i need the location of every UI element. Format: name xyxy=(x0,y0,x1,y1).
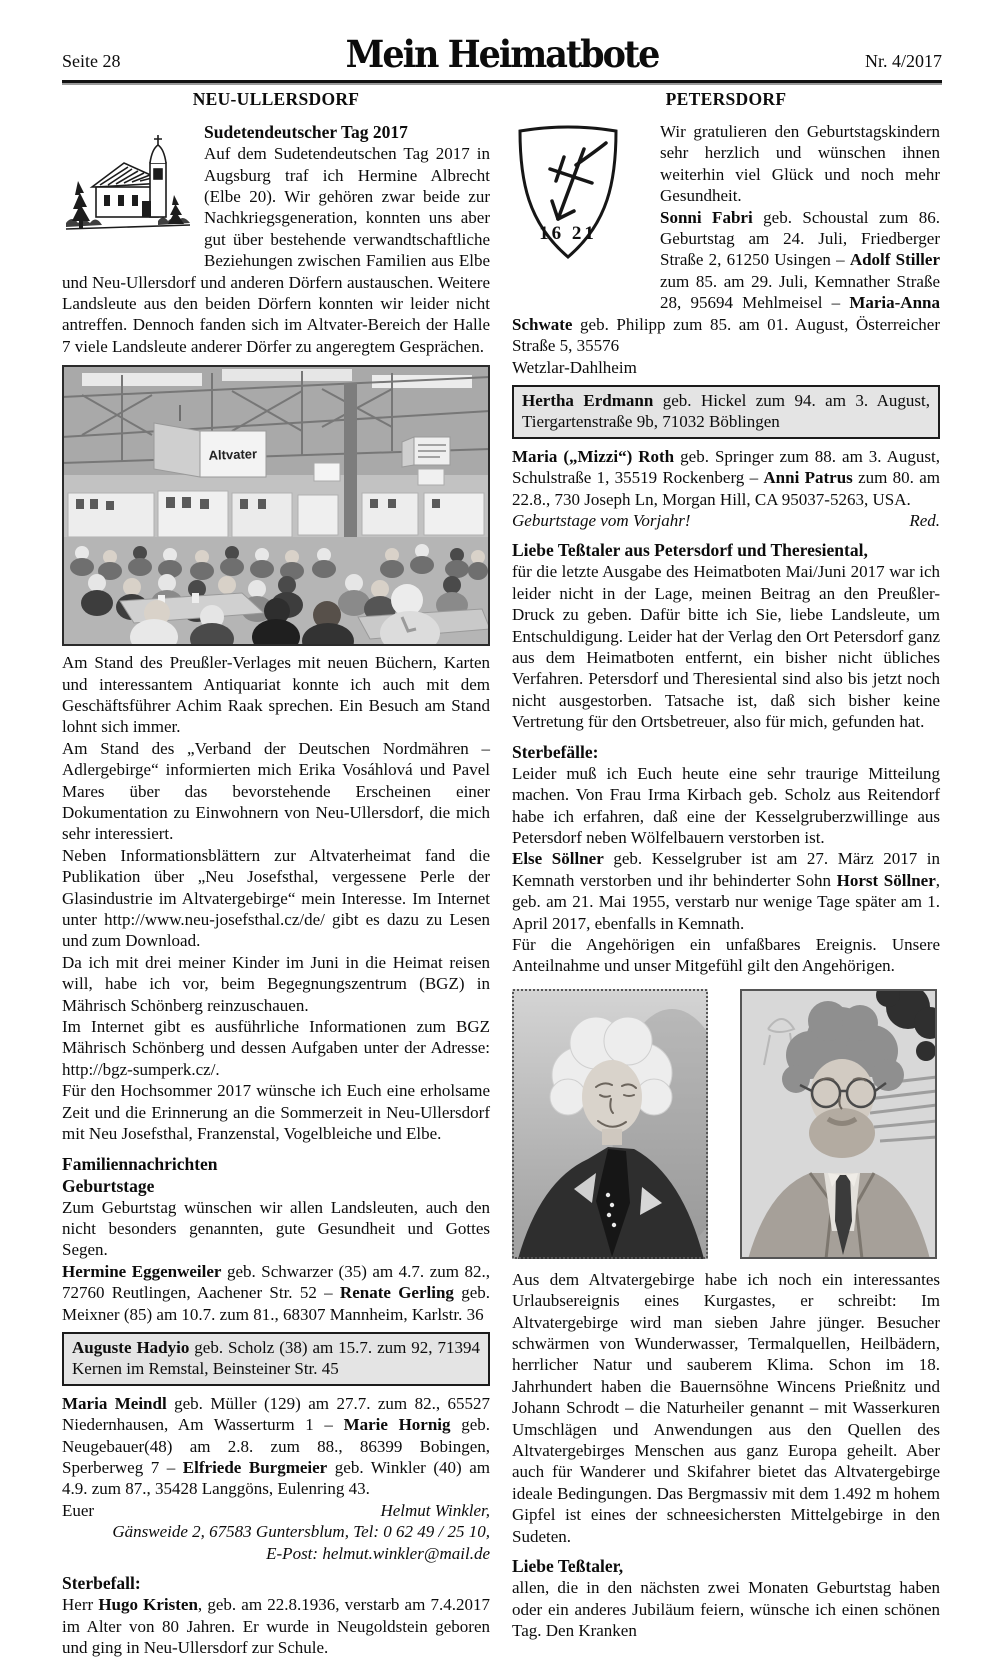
page-header xyxy=(62,32,942,88)
signature-prefix: Euer xyxy=(62,1500,95,1520)
birthdays-intro: Zum Geburtstag wünschen wir allen Landsleuten, auch den nicht besonders genannten, gute Gesundheit und Gottes Segen. xyxy=(62,1197,490,1260)
deaths-paragraph: Für die Angehörigen ein unfaßbares Ereignis. Unsere Anteilnahme und unser Mitgefühl gilt den Angehörigen. xyxy=(512,934,940,976)
article-sudetendeutscher-tag xyxy=(62,121,490,357)
masthead-title: Mein Heimatbote xyxy=(345,32,659,77)
editor-signature: Red. xyxy=(909,510,940,530)
birthday-entries: Hermine Eggenweiler geb. Schwarzer (35) am 4.7. zum 82., 72760 Reutlingen, Aachener Str. 52 – Renate Gerling geb. Meixner (85) am 10.7. zum 81., 68307 Mannheim, Karlstr. 36 xyxy=(62,1261,491,1324)
congratulations-paragraph: Wir gratulieren den Geburtstagskindern sehr herzlich und wünschen ihnen weiterhin viel Glück und noch mehr Gesundheit. xyxy=(660,122,940,206)
deaths-heading: Sterbefälle: xyxy=(512,741,599,762)
birthday-entries: Maria („Mizzi“) Roth geb. Springer zum 88. am 3. August, Schulstraße 1, 35519 Rockenberg – Anni Patrus zum 80. am 22.8., 730 Joseph Ln, Morgan Hill, CA 95037-5263, USA. xyxy=(512,446,940,509)
deaths-paragraph: Leider muß ich Euch heute eine sehr traurige Mitteilung machen. Von Frau Irma Kirbach geb. Scholz aus Reitendorf habe ich erfahren, daß eine der Kesselgruberzwillinge aus Petersdorf neben Wölfelbauern verstorben ist. xyxy=(512,763,940,847)
family-news-heading: Familiennachrichten xyxy=(62,1153,218,1174)
article-paragraph: Da ich mit drei meiner Kinder im Juni in die Heimat reisen will, habe ich vor, beim Begegnungszentrum (BGZ) in Mährisch Schönberg reinzuschauen. xyxy=(62,952,490,1015)
article-heading: Sudetendeutscher Tag 2017 xyxy=(204,122,408,143)
death-notice-heading: Sterbefall: xyxy=(62,1573,141,1594)
memorial-portraits xyxy=(512,989,940,1259)
article-paragraph: Neben Informationsblättern zur Altvaterheimat fand die Publikation über „Neu Josefsthal, vergessene Perle der Glasindustrie im Altvatergebirge“ mein Interesse. Im Internet unter http://www.neu-josefsthal.cz/de/ gibt es dazu zu Lesen und zum Download. xyxy=(62,845,490,951)
article-paragraph: Für den Hochsommer 2017 wünsche ich Euch eine erholsame Zeit und die Erinnerung an die Sommerzeit in Neu-Ullersdorf mit Neu Josefsthal, Franzenstal, Vogelbleiche und Elbe. xyxy=(62,1081,490,1144)
portrait-photo-woman xyxy=(512,989,708,1259)
previous-year-label: Geburtstage vom Vorjahr! xyxy=(512,510,691,530)
highlight-box-birthday: Auguste Hadyio geb. Scholz (38) am 15.7. zum 92, 71394 Kernen im Remstal, Beinsteiner Str. 45 xyxy=(62,1332,490,1386)
article-paragraph: Auf dem Sudetendeutschen Tag 2017 in Augsburg traf ich Hermine Albrecht (Elbe 20). Wir gehören zwar beide zur Nachkriegsgeneration, konnten uns aber gut über bestehende verwandtschaftliche Beziehungen zwischen Familien aus Elbe und Neu-Ullersdorf und anderen Dörfern austauschen. Weitere Landsleute aus den beiden Dörfern konnten wir leider nicht antreffen. Dennoch fanden sich im Altvater-Bereich der Halle 7 viele Landsleute anderer Dörfer zu angeregtem Gesprächen. xyxy=(62,144,490,356)
birthday-entries: Sonni Fabri geb. Schoustal zum 86. Geburtstag am 24. Juli, Friedberger Straße 2, 61250 Usingen – Adolf Stiller zum 85. am 29. Juli, Kemnather Straße 28, 95694 Mehlmeisel – Maria-Anna Schwate geb. Philipp zum 85. am 01. August, Österreicher Straße 5, 35576 xyxy=(512,207,940,356)
signature-name: Helmut Winkler, xyxy=(380,1500,490,1520)
signature-email: E-Post: helmut.winkler@mail.de xyxy=(266,1543,490,1563)
section-title-petersdorf: PETERSDORF xyxy=(665,89,787,109)
deaths-paragraph: Else Söllner geb. Kesselgruber ist am 27. März 2017 in Kemnath verstorben und ihr behinderter Sohn Horst Söllner, geb. am 21. Mai 1955, verstarb nur wenige Tage später am 1. April 2017, ebenfalls in Kemnath. xyxy=(512,849,941,933)
highlight-box-birthday: Hertha Erdmann geb. Hickel zum 94. am 3. August, Tiergartenstraße 9b, 71032 Böblingen xyxy=(512,385,940,439)
column-neu-ullersdorf xyxy=(62,88,490,1658)
petersdorf-crest-illustration xyxy=(512,123,624,263)
final-greeting-paragraph: allen, die in den nächsten zwei Monaten Geburtstag haben oder ein anderes Jubiläum feiern, wünsche ich einen schönen Tag. Den Kranken xyxy=(512,1578,940,1640)
tesstaler-paragraph: für die letzte Ausgabe des Heimatboten Mai/Juni 2017 war ich leider nicht in der Lage, meinen Beitrag an den Preußler-Druck zu geben. Dafür bitte ich Sie, liebe Landsleute, um Entschuldigung. Leider hat der Verlag den Ort Petersdorf ganz aus dem Heimatboten entfernt, ein bisher nicht übliches Verfahren. Petersdorf und Theresiental sind also bis jetzt noch nicht ausgestorben. Tatsache ist, daß sich bisher keine Vertretung für den Ortsbetreuer, also für mich, gefunden hat. xyxy=(512,562,940,732)
final-greeting-heading: Liebe Teßtaler, xyxy=(512,1556,624,1577)
issue-number: Nr. 4/2017 xyxy=(864,51,942,71)
previous-year-note xyxy=(512,510,940,531)
signature-line xyxy=(62,1500,490,1521)
altvater-paragraph: Aus dem Altvatergebirge habe ich noch ein interessantes Urlaubsereignis eines Kurgastes, er schreibt: Im Altvatergebirge wird man sieben Jahre jünger. Besucher schwärmen von Wunderwasser, Termalquellen, Heilbädern, herrlicher Natur und sauberem Klima. Schon im 18. Jahrhundert haben die Bauernsöhne Wincens Prießnitz und Johann Schrodt – die Naturheiler genannt – mit Wasserkuren Umschlägen und Anwendungen aus den Quellen des Altvatergebirges Menschen aus ganz Europa geheilt. Aber auch für Wanderer und Skifahrer bietet das Altvatergebirge ideale Bedingungen. Das Bergmassiv mit dem 1.492 m hohem Gipfel ist eines der schneesichersten Mittelgebirge in den Sudeten. xyxy=(512,1269,940,1546)
event-hall-photo xyxy=(62,365,490,646)
petersdorf-intro xyxy=(512,121,940,356)
header-rule xyxy=(62,80,942,83)
article-paragraph: Am Stand des „Verband der Deutschen Nordmähren – Adlergebirge“ informierten mich Erika Vosáhlová und Pavel Mares über das bevorstehende Erscheinen einer Dokumentation zu Einwohnern von Neu-Ullersdorf, die mich sehr interessiert. xyxy=(62,738,490,844)
address-continuation: Wetzlar-Dahlheim xyxy=(512,357,637,377)
crest-years-text: 16 21 xyxy=(539,223,597,245)
portrait-photo-man xyxy=(740,989,937,1259)
article-paragraph: Im Internet gibt es ausführliche Informationen zum BGZ Mährisch Schönberg und dessen Aufgaben unter der Adresse: http://bgz-sumperk.cz/. xyxy=(62,1017,490,1079)
birthday-entries: Maria Meindl geb. Müller (129) am 27.7. zum 82., 65527 Niedernhausen, Am Wasserturm 1 – Marie Hornig geb. Neugebauer(48) am 2.8. zum 88., 86399 Bobingen, Sperberweg 7 – Elfriede Burgmeier geb. Winkler (40) am 4.9. zum 87., 35428 Langgöns, Eulenring 43. xyxy=(62,1393,490,1499)
signature-address: Gänsweide 2, 67583 Guntersblum, Tel: 0 62 49 / 25 10, xyxy=(112,1522,490,1542)
church-illustration xyxy=(62,123,194,249)
article-paragraph: Am Stand des Preußler-Verlages mit neuen Büchern, Karten und interessantem Antiquariat konnte ich auch mit dem Geschäftsführer Achim Raak sprechen. Ein Besuch am Stand lohnt sich immer. xyxy=(62,653,490,737)
hall-sign-text: Altvater xyxy=(208,446,258,463)
birthdays-heading: Geburtstage xyxy=(62,1175,155,1196)
column-petersdorf xyxy=(512,88,940,1641)
page-number: Seite 28 xyxy=(62,51,121,71)
tesstaler-heading: Liebe Teßtaler aus Petersdorf und Theresiental, xyxy=(512,540,868,561)
death-notice-paragraph: Herr Hugo Kristen, geb. am 22.8.1936, verstarb am 7.4.2017 im Alter von 80 Jahren. Er wurde in Neugoldstein geboren und ging in Neu-Ullersdorf zur Schule. xyxy=(62,1595,490,1657)
section-title-neu-ullersdorf: NEU-ULLERSDORF xyxy=(192,89,360,109)
